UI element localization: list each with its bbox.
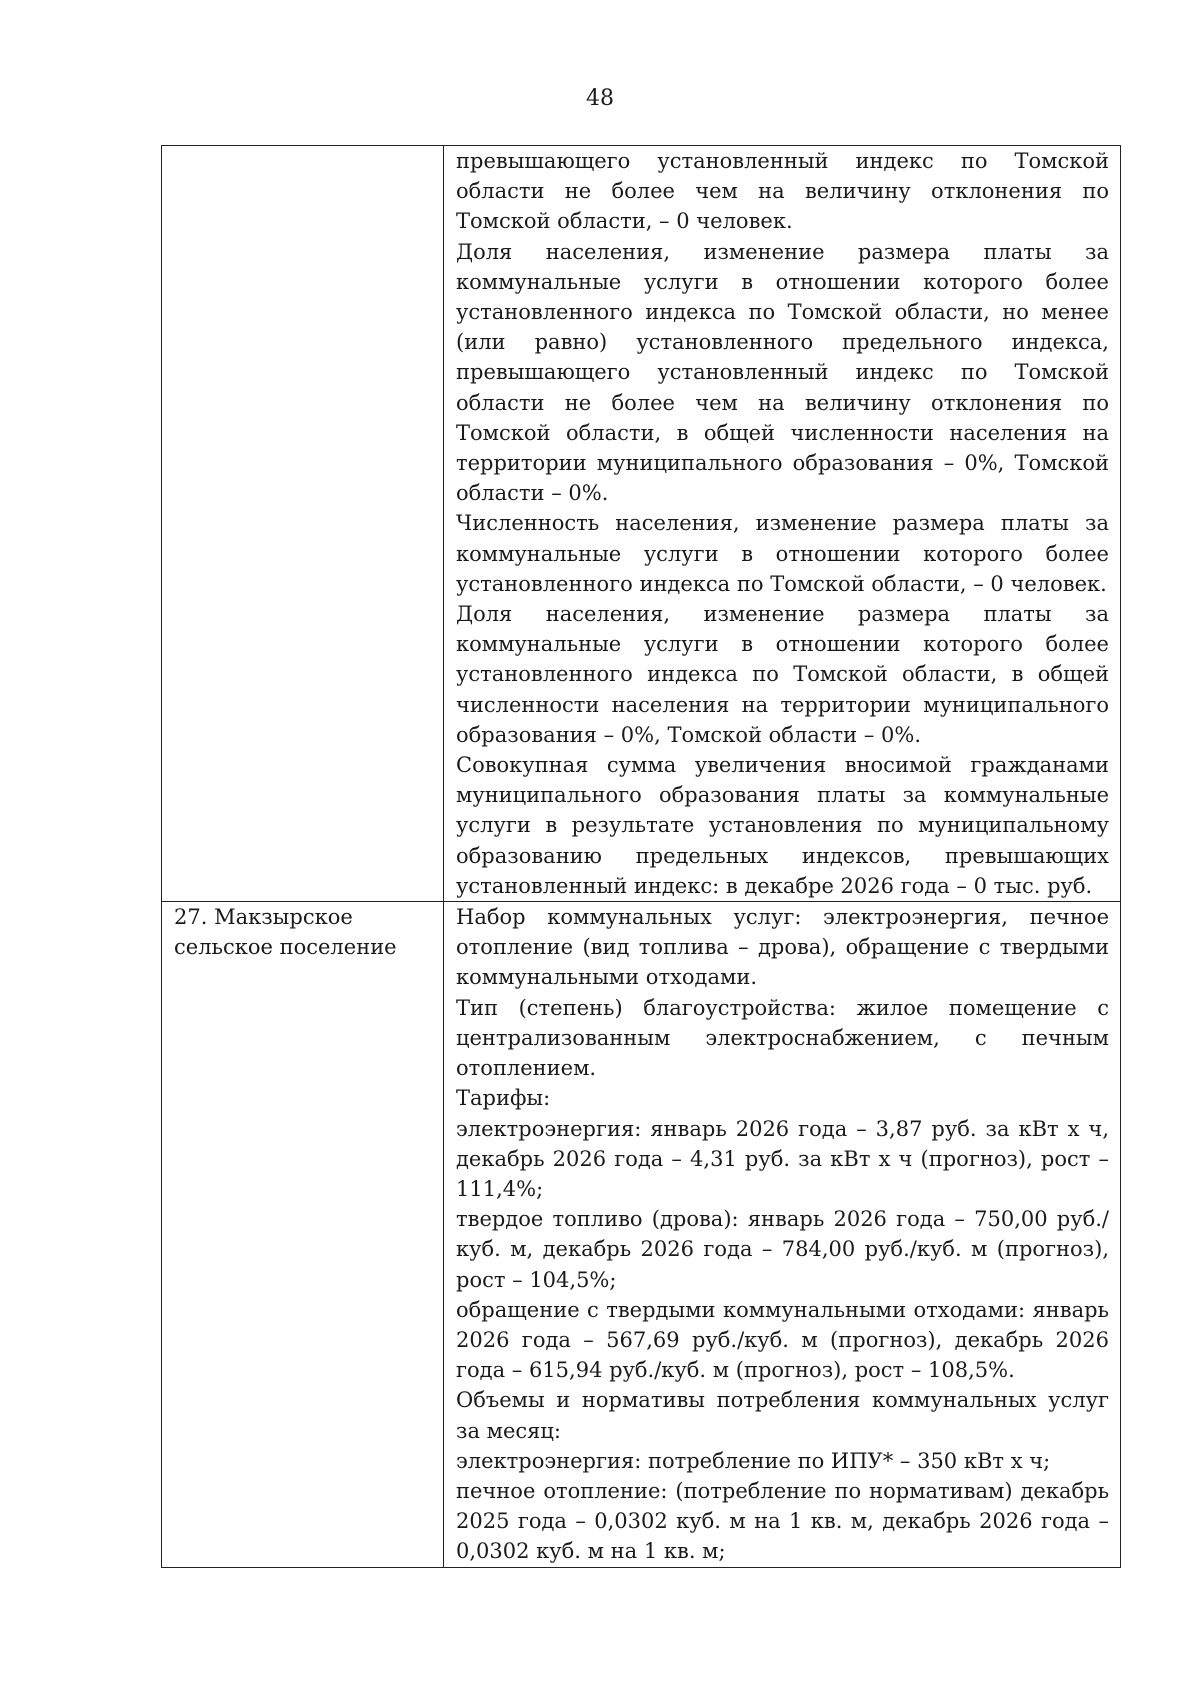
table-row: [162, 146, 1121, 902]
paragraph: Объемы и нормативы потребления коммунальных услуг за месяц:: [456, 1388, 1109, 1443]
paragraph: твердое топливо (дрова): январь 2026 года – 750,00 руб./куб. м, декабрь 2026 года – 784,00 руб./куб. м (прогноз), рост – 104,5%;: [456, 1207, 1109, 1292]
paragraph: печное отопление: (потребление по нормативам) декабрь 2025 года – 0,0302 куб. м на 1 кв. м, декабрь 2026 года – 0,0302 куб. м на 1 кв. м;: [456, 1478, 1109, 1564]
paragraph: Тип (степень) благоустройства: жилое помещение с централизованным электроснабжением, с печным отоплением.: [456, 995, 1109, 1081]
paragraph: Набор коммунальных услуг: электроэнергия, печное отопление (вид топлива – дрова), обращение с твердыми коммунальными отходами.: [456, 905, 1109, 990]
description-cell: [444, 146, 1121, 902]
paragraph: обращение с твердыми коммунальными отходами: январь 2026 года – 567,69 руб./куб. м (прогноз), декабрь 2026 года – 615,94 руб./куб. м (прогноз), рост – 108,5%.: [456, 1297, 1109, 1383]
table-row: [162, 902, 1121, 1567]
municipality-name: 27. Макзырское сельское поселение: [174, 905, 397, 960]
indices-table: [161, 145, 1121, 1568]
paragraph: превышающего установленный индекс по Томской области не более чем на величину отклонения по Томской области, – 0 человек.: [456, 149, 1109, 234]
municipality-cell: [162, 902, 444, 1567]
paragraph: Численность населения, изменение размера платы за коммунальные услуги в отношении которого более установленного индекса по Томской области, – 0 человек.: [456, 511, 1109, 596]
municipality-cell: [162, 146, 444, 902]
page-number: 48: [586, 86, 614, 111]
paragraph: Совокупная сумма увеличения вносимой гражданами муниципального образования платы за коммунальные услуги в результате установления по муниципальному образованию предельных индексов, превышающих установленный индекс: в декабре 2026 года – 0 тыс. руб.: [456, 753, 1109, 898]
paragraph: Доля населения, изменение размера платы за коммунальные услуги в отношении которого более установленного индекса по Томской области, но менее (или равно) установленного предельного индекса, превышающего установленный индекс по Томской области не более чем на величину отклонения по Томской области, в общей численности населения на территории муниципального образования – 0%, Томской области – 0%.: [456, 239, 1109, 506]
paragraph: электроэнергия: январь 2026 года – 3,87 руб. за кВт х ч, декабрь 2026 года – 4,31 руб. за кВт х ч (прогноз), рост – 111,4%;: [456, 1116, 1109, 1201]
paragraph: Доля населения, изменение размера платы за коммунальные услуги в отношении которого более установленного индекса по Томской области, в общей численности населения на территории муниципального образования – 0%, Томской области – 0%.: [456, 602, 1109, 747]
paragraph: электроэнергия: потребление по ИПУ* – 350 кВт х ч;: [456, 1448, 1051, 1473]
description-cell: [444, 902, 1121, 1567]
paragraph: Тарифы:: [456, 1086, 551, 1111]
